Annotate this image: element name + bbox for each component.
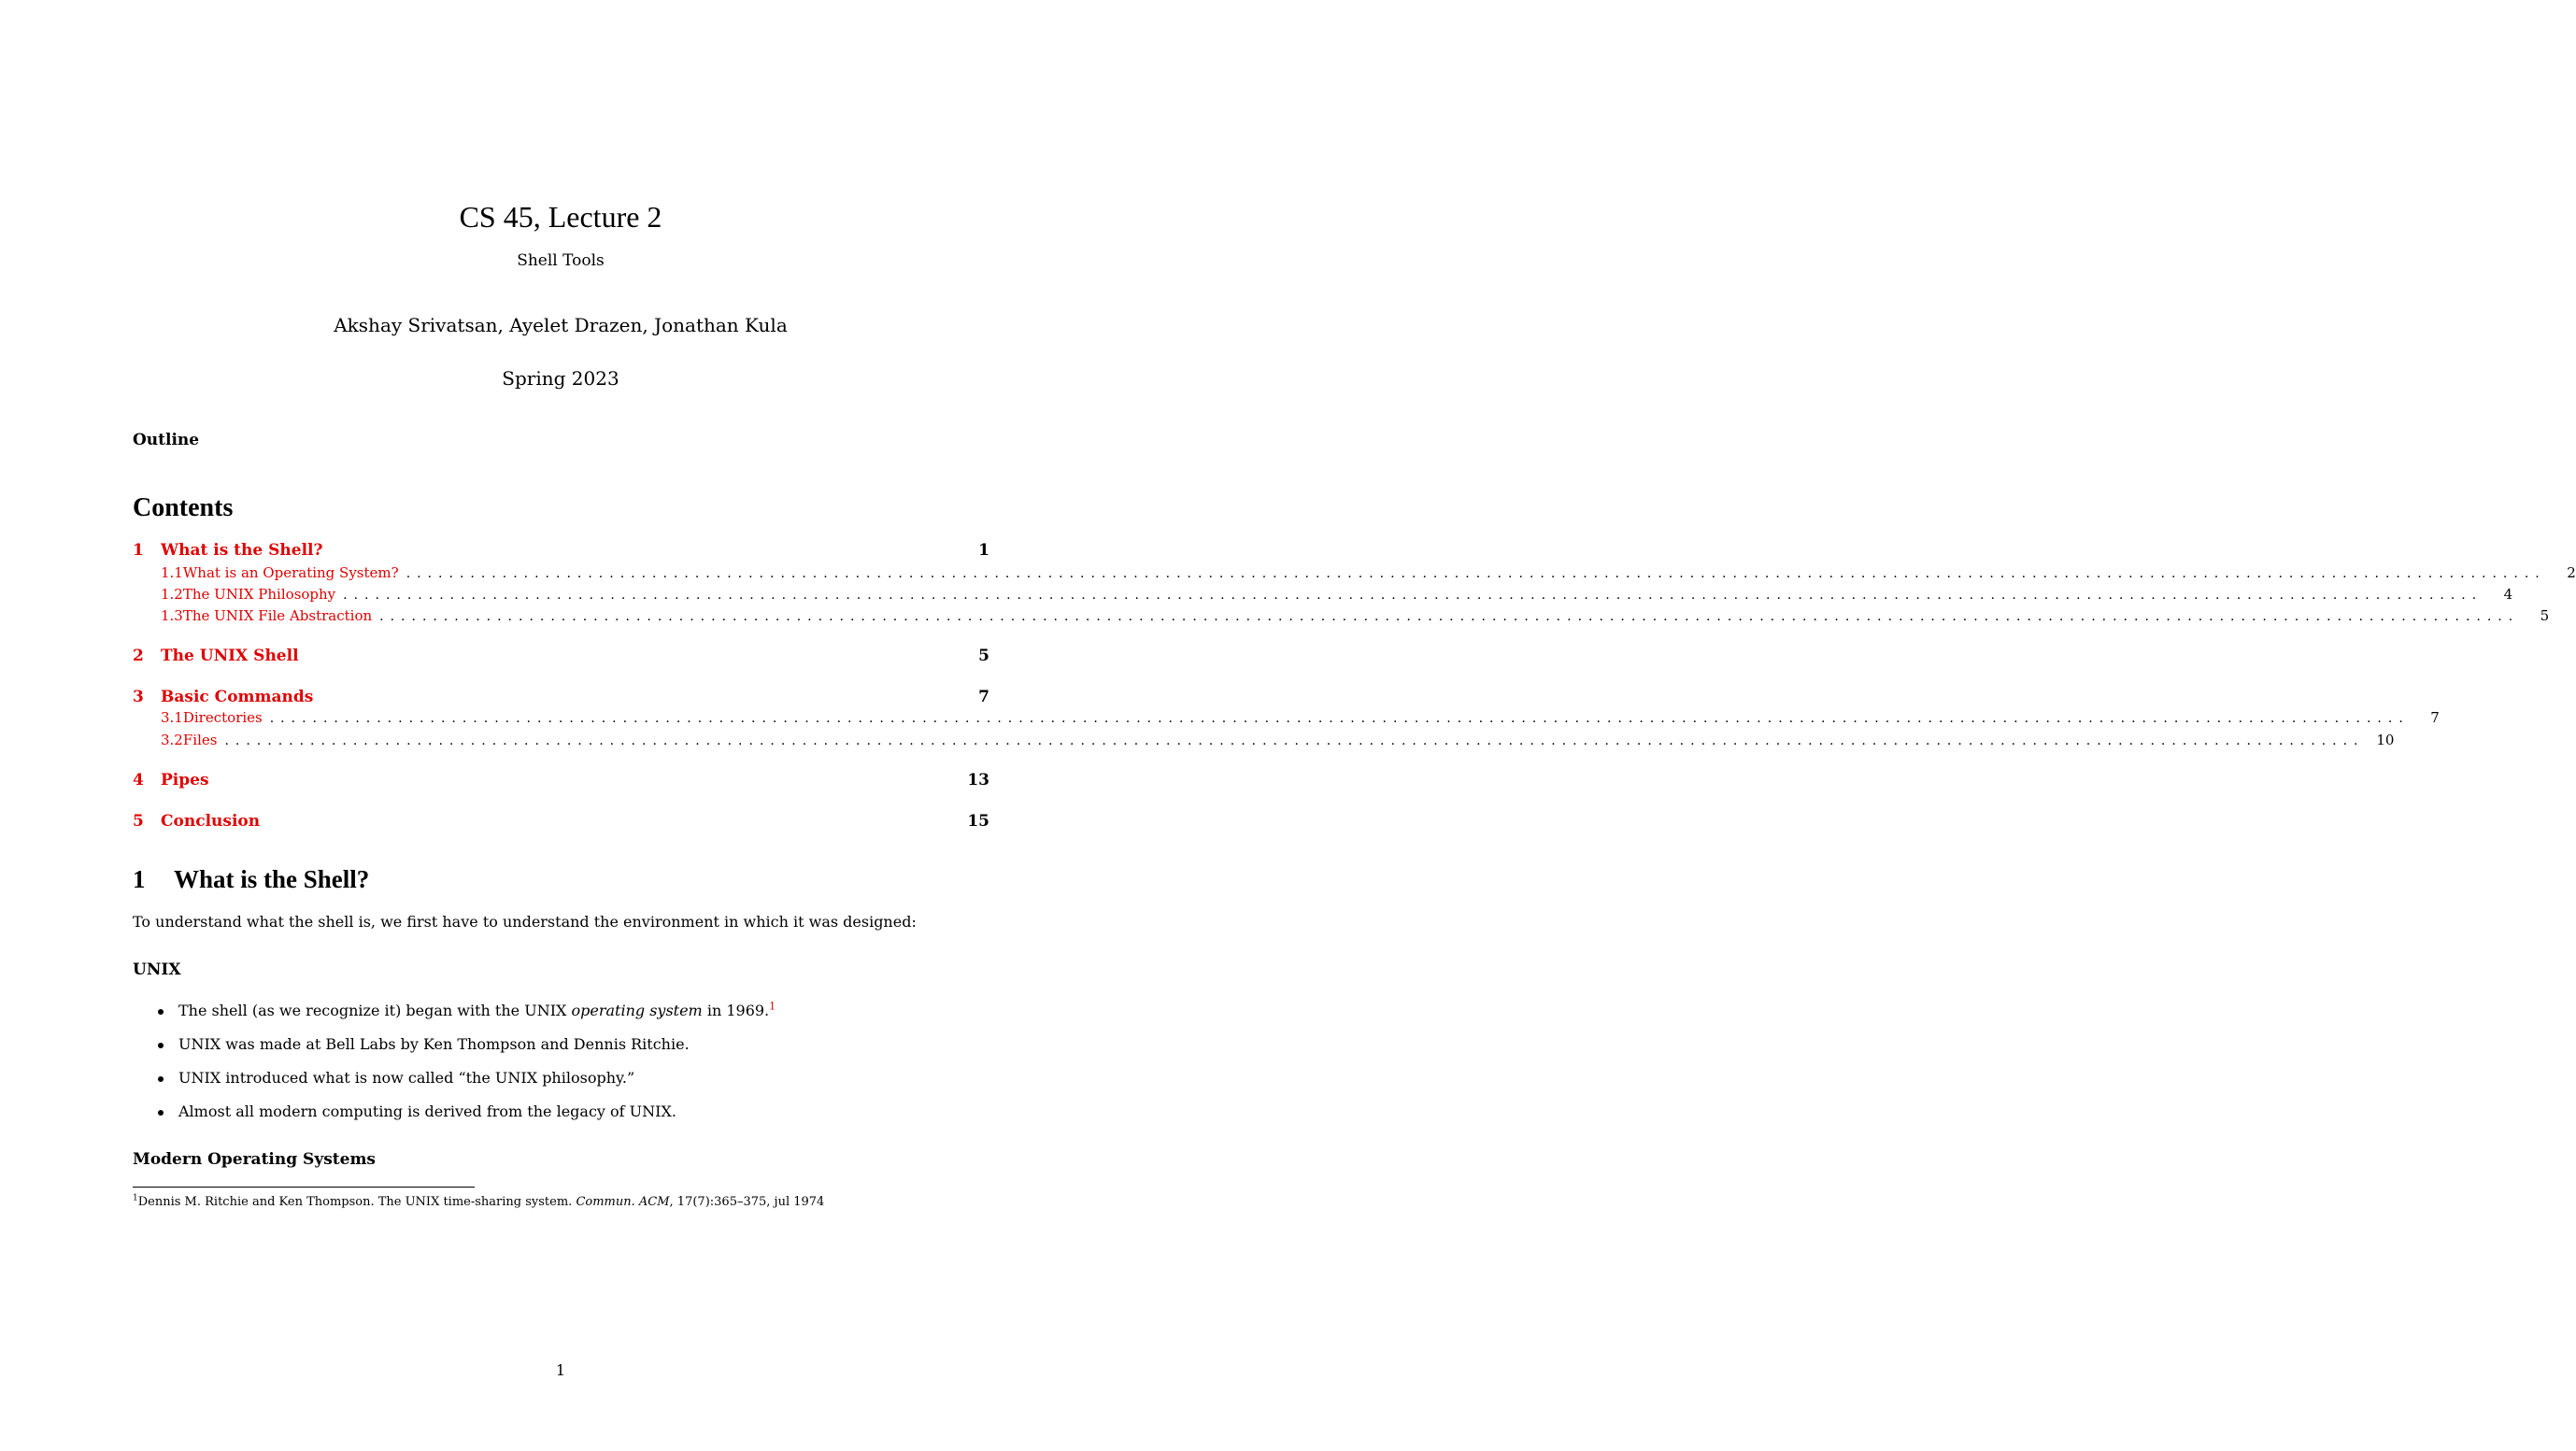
section-title: What is the Shell? [174,865,370,893]
toc-dot-leader: ........................................................................................................................................................................................................ [406,566,2546,581]
toc-entry[interactable] [133,770,989,790]
toc-entry-number[interactable]: 1.2 [161,586,183,603]
toc-entry[interactable] [133,708,2440,728]
toc-entry-page: 15 [967,812,989,831]
footnote-number: 1 [133,1193,138,1203]
footnote-journal: Commun. ACM [576,1195,670,1209]
footnote-divider [133,1187,475,1188]
toc-entry-page: 1 [978,541,989,560]
toc-entry[interactable] [133,731,2395,750]
toc-dot-leader: ........................................................................................................................................................................................................ [224,733,2365,748]
toc-entry-number[interactable]: 3 [133,688,144,706]
bullet-text: in 1969. [702,1002,770,1019]
toc-entry-page: 7 [978,688,989,706]
toc-entry-link[interactable]: Directories [182,709,263,726]
bullet-text: UNIX was made at Bell Labs by Ken Thompson and Dennis Ritchie. [178,1035,690,1053]
toc-entry-number[interactable]: 2 [133,647,144,665]
toc-dot-leader: ........................................................................................................................................................................................................ [379,609,2520,624]
toc-entry-link[interactable]: Pipes [161,771,209,790]
toc-entry-page: 13 [967,771,989,790]
doc-authors: Akshay Srivatsan, Ayelet Drazen, Jonathan Kula [334,314,788,336]
toc-entry-page: 5 [2540,607,2550,624]
section-heading [133,862,369,896]
doc-date: Spring 2023 [502,367,619,390]
bullet-emphasis: operating system [571,1002,703,1019]
bullet-text: UNIX introduced what is now called “the UNIX philosophy.” [178,1069,635,1087]
bullet-text: The shell (as we recognize it) began with the UNIX [178,1002,572,1019]
intro-paragraph: To understand what the shell is, we first have to understand the environment in which it was designed: [133,913,917,931]
list-item [155,1102,977,1135]
bullet-icon [158,1009,164,1015]
outline-heading: Outline [133,431,200,449]
footnote-link[interactable]: 1 [769,1000,776,1013]
footnote [133,1194,974,1211]
toc-entry-link[interactable]: The UNIX Shell [161,647,299,665]
modern-os-heading: Modern Operating Systems [133,1150,377,1169]
toc-dot-leader: ........................................................................................................................................................................................................ [269,711,2410,726]
bullet-icon [158,1076,164,1082]
footnote-text: , 17(7):365–375, jul 1974 [669,1195,825,1209]
list-item [155,1068,977,1102]
toc-entry-number[interactable]: 3.1 [161,709,183,726]
toc-entry-number[interactable]: 1 [133,541,144,560]
footnote-text: Dennis M. Ritchie and Ken Thompson. The UNIX time-sharing system. [137,1195,576,1209]
list-item [155,1034,977,1068]
toc-entry[interactable] [133,811,989,832]
toc-entry[interactable] [133,563,2576,583]
doc-subtitle: Shell Tools [517,251,605,270]
toc-entry-number[interactable]: 1.3 [161,607,183,624]
toc-entry-number[interactable]: 4 [133,771,144,790]
toc-entry-number[interactable]: 3.2 [161,732,183,748]
toc-entry-page: 5 [978,647,989,665]
bullet-list [155,1001,977,1135]
toc-entry-link[interactable]: What is an Operating System? [182,564,399,581]
toc-entry-link[interactable]: The UNIX File Abstraction [182,607,373,624]
list-item [155,1001,977,1034]
toc-entry-link[interactable]: Files [182,732,218,748]
contents-heading: Contents [133,493,234,522]
toc-dot-leader: ........................................................................................................................................................................................................ [343,588,2483,603]
toc-entry[interactable] [133,585,2513,605]
toc-entry[interactable] [133,540,989,561]
toc-entry-page: 2 [2567,564,2576,581]
toc-entry[interactable] [133,606,2550,626]
toc-entry-link[interactable]: Conclusion [161,812,261,831]
bullet-text: Almost all modern computing is derived from the legacy of UNIX. [178,1102,676,1120]
toc-entry-link[interactable]: The UNIX Philosophy [182,586,336,603]
toc-entry-link[interactable]: What is the Shell? [161,541,323,560]
unix-heading: UNIX [133,960,181,979]
bullet-icon [158,1110,164,1116]
toc-entry-page: 10 [2376,732,2395,748]
doc-title: CS 45, Lecture 2 [459,200,662,234]
toc-entry-link[interactable]: Basic Commands [161,688,314,706]
toc-entry-page: 4 [2503,586,2513,603]
toc-entry-number[interactable]: 1.1 [161,564,183,581]
toc-entry-page: 7 [2430,709,2440,726]
bullet-icon [158,1043,164,1048]
page-number: 1 [555,1361,566,1379]
toc-entry[interactable] [133,646,989,666]
toc-entry-number[interactable]: 5 [133,812,144,831]
section-number: 1 [133,865,146,893]
toc-entry[interactable] [133,687,989,707]
